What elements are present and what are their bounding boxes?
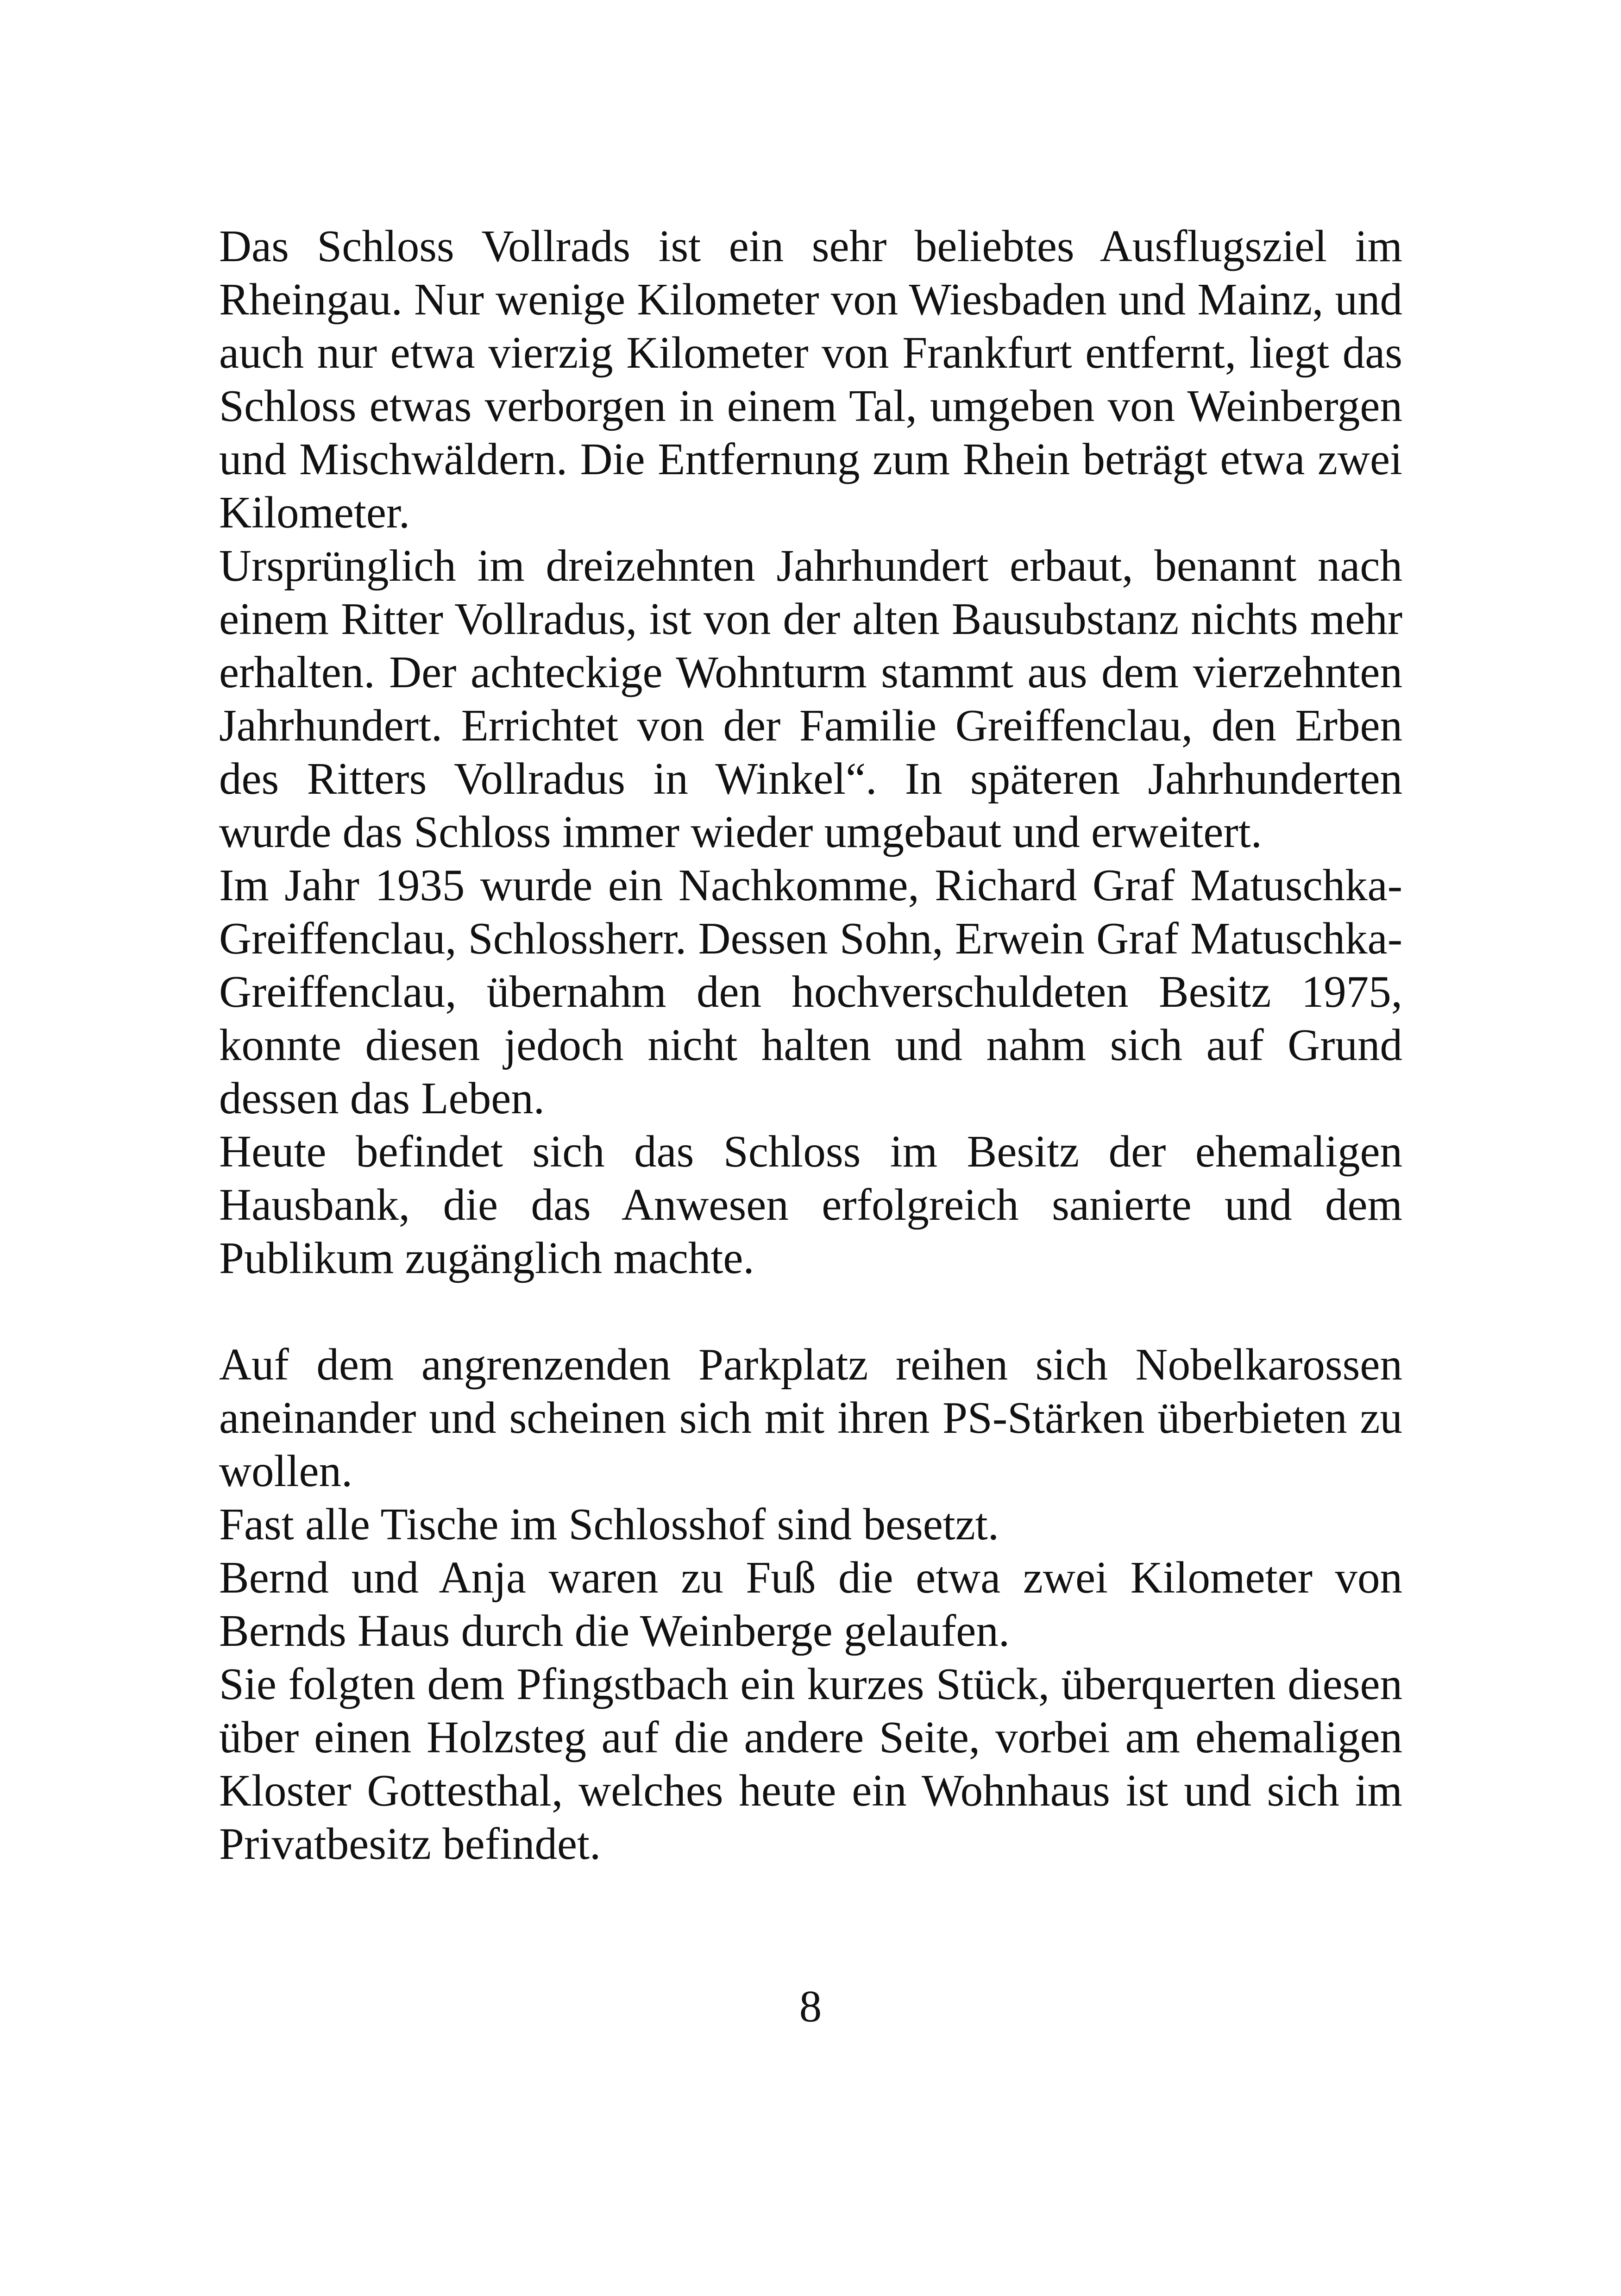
paragraph: Das Schloss Vollrads ist ein sehr beliebtes Ausflugsziel im Rheingau. Nur wenige Kilometer von Wiesbaden und Mainz, und auch nur etwa vierzig Kilometer von Frankfurt entfernt, liegt das Schloss etwas verborgen in einem Tal, umgeben von Weinbergen und Mischwäldern. Die Entfernung zum Rhein beträgt etwa zwei Kilometer. (219, 221, 1402, 537)
paragraph: Fast alle Tische im Schlosshof sind besetzt. (219, 1499, 999, 1549)
paragraph: Im Jahr 1935 wurde ein Nachkomme, Richard Graf Matuschka-Greiffenclau, Schlossherr. Dessen Sohn, Erwein Graf Matuschka-Greiffenclau, übernahm den hochverschuldeten Besitz 1975, konnte diesen jedoch nicht halten und nahm sich auf Grund dessen das Leben. (219, 860, 1402, 1123)
page-number: 8 (799, 1982, 822, 2031)
paragraph: Auf dem angrenzenden Parkplatz reihen sich Nobelkarossen aneinander und scheinen sich mit ihren PS-Stärken überbieten zu wollen. (219, 1340, 1402, 1496)
paragraph: Sie folgten dem Pfingstbach ein kurzes Stück, überquerten diesen über einen Holzsteg auf die andere Seite, vorbei am ehemaligen Kloster Gottesthal, welches heute ein Wohnhaus ist und sich im Privatbesitz befindet. (219, 1659, 1402, 1869)
paragraph: Ursprünglich im dreizehnten Jahrhundert erbaut, benannt nach einem Ritter Vollradus, ist von der alten Bausubstanz nichts mehr erhalten. Der achteckige Wohnturm stammt aus dem vierzehnten Jahrhundert. Errichtet von der Familie Greiffenclau, den Erben des Ritters Vollradus in Winkel“. In späteren Jahrhunderten wurde das Schloss immer wieder umgebaut und erweitert. (219, 541, 1402, 857)
paragraph: Bernd und Anja waren zu Fuß die etwa zwei Kilometer von Bernds Haus durch die Weinberge gelaufen. (219, 1553, 1402, 1656)
body-text (219, 220, 1402, 1870)
paragraph-spacer (219, 1285, 1402, 1338)
paragraph: Heute befindet sich das Schloss im Besitz der ehemaligen Hausbank, die das Anwesen erfolgreich sanierte und dem Publikum zugänglich machte. (219, 1127, 1402, 1283)
